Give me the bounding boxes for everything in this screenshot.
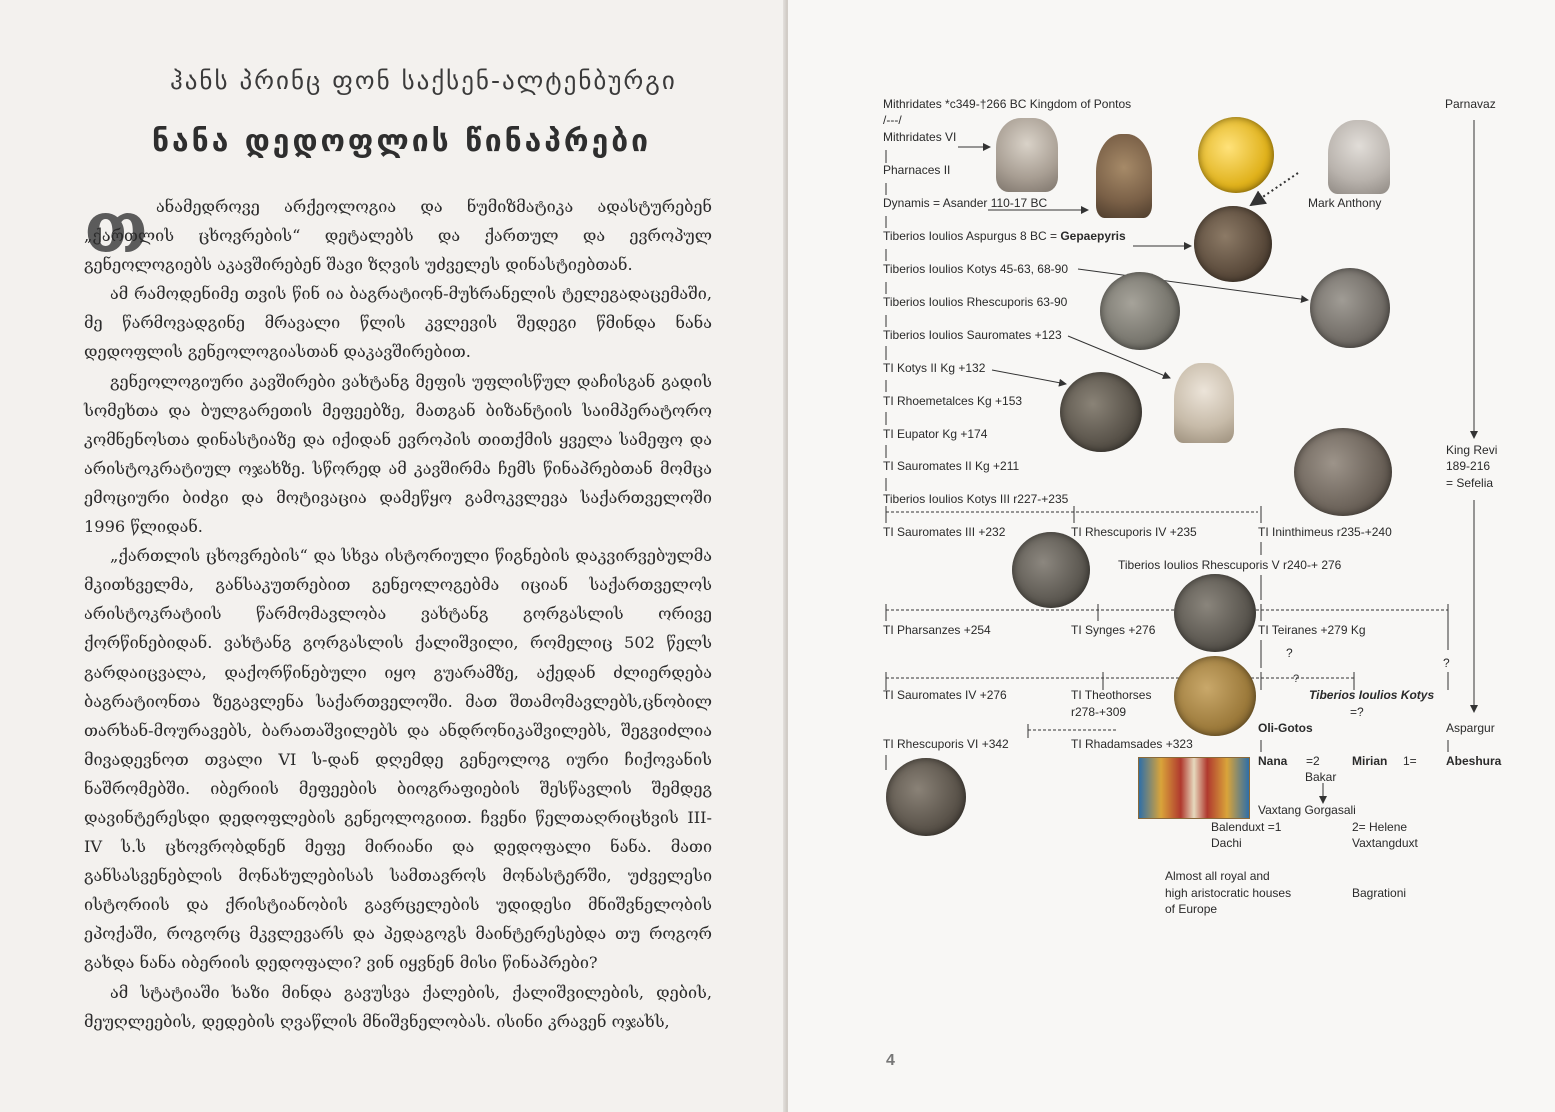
nana-mirian-icon-image	[1138, 757, 1250, 819]
gepaepyris-name: Gepaepyris	[1060, 229, 1126, 243]
ininthimeus-coin-image	[1294, 428, 1392, 516]
rhadamsades-label: TI Rhadamsades +323	[1071, 737, 1193, 751]
right-page	[788, 0, 1555, 1112]
sauromates-label: Tiberios Ioulios Sauromates +123	[883, 328, 1062, 342]
kotys-coin-image	[1310, 268, 1390, 348]
theothorses-label: TI Theothorses	[1071, 688, 1152, 702]
sauromates-bust-image	[1174, 363, 1234, 443]
paragraph-4: „ქართლის ცხოვრების“ და სხვა ისტორიული წიგნების დაკვირვებულმა მკითხველმა, განსაკუთრებით გენეოლოგებმა იციან საქართველოს არისტოკრატიის წარმომავლობა ვახტანგ გორგასლის ორივე ქორწინებიდან. ვახტანგ გორგასლის ქალიშვილი, რომელიც 502 წელს გარდაიცვალა, დაქორწინებული იყო გუარამზე, აქედან ძლიერდება ბაგრატიონთა ზეგავლენა საქართველოში. მათ შთამომავლებს,ცნობილ თარხან-მოურავებს, ბარათაშვილებს და ანდრონიკაშვილებს, შეგვიძლია მივადევნოთ თვალი VI ს-დან დღემდე გენეოლოგ იური ჩიქოვანის ნაშრომებში. იბერიის მეფეების ბიოგრაფიების შესწავლის შემდეგ დავინტერესდი დედოფლების გენეოლოგიით. ჩვენი წელთაღრიცხვის III-IV ს.ს ცხოვრობდნენ მეფე მირიანი და დედოფალი ნანა. მათი განსასვენებლის მონახულებისას სამთავროს მონასტერში, უძველესი ისტორიის და ქრისტიანობის გავრცელების უდიდესი მნიშვნელობის ეპოქაში, როგორც მკვლევარს და პედაგოგს მაინტერესებდა თუ როგორ გახდა ნანა იბერიის დედოფალი? ვინ იყვნენ მისი წინაპრები?	[84, 546, 712, 973]
mithridates-bust-image	[996, 118, 1058, 192]
mithridates-slashes: /---/	[883, 113, 902, 127]
theothorses-reign: r278-+309	[1071, 705, 1127, 719]
kotys-equals: =?	[1350, 705, 1364, 719]
aspurgus-name: Tiberios Ioulios Aspurgus 8 BC =	[883, 229, 1061, 243]
almost-label-3: of Europe	[1165, 902, 1218, 916]
teiranes-label: TI Teiranes +279 Kg	[1258, 623, 1366, 637]
almost-label-2: high aristocratic houses	[1165, 886, 1292, 900]
svg-text:?: ?	[1293, 673, 1300, 685]
kotys2-coin-image	[1060, 372, 1142, 452]
kotys-label: Tiberios Ioulios Kotys 45-63, 68-90	[883, 262, 1068, 276]
vaxtangduxt-label: Vaxtangduxt	[1352, 836, 1418, 850]
paragraph-3: გენეოლოგიური კავშირები ვახტანგ მეფის უფლისწულ დაჩისგან გადის სომეხთა და ბულგარეთის მეფეებზე, მათგან ბიზანტიის საიმპერატორო კომნენოსთა დინასტიაზე და იქიდან ევროპის თითქმის ყველა სამეფო და არისტოკრატიულ ოჯახზე. სწორედ ამ კავშირმა ჩემს წინაპრებთან მომცა ემოციური ბიძგი და მოტივაცია დამეწყო გამოკვლევა საქართველოში 1996 წლიდან.	[84, 371, 712, 537]
aspurgus-label	[883, 229, 1126, 243]
paragraph-5: ამ სტატიაში ხაზი მინდა გავუსვა ქალების, ქალიშვილების, დების, მეუღლეების, დედების ღვაწლის მნიშვნელობას. ისინი კრავენ ოჯახს,	[84, 982, 712, 1031]
nana-equals: =2	[1306, 754, 1320, 768]
vaxtang-label: Vaxtang Gorgasali	[1258, 803, 1356, 817]
helene-label: 2= Helene	[1352, 820, 1408, 834]
synges-label: TI Synges +276	[1071, 623, 1156, 637]
sauromates3-coin-image	[1012, 532, 1090, 608]
paragraph-1-text: ანამედროვე არქეოლოგია და ნუმიზმატიკა ადასტურებენ „ქართლის ცხოვრების“ დეტალებს და ქართულ და ევროპულ გენეოლოგიებს აკავშირებენ შავი ზღვის უძველეს დინასტიებთან.	[84, 197, 712, 275]
aspargur-label: Aspargur	[1446, 721, 1495, 735]
gold-coin-image	[1198, 117, 1274, 193]
page-number: 4	[886, 1052, 895, 1069]
author-heading: ჰანს პრინც ფონ საქსენ-ალტენბურგი	[170, 66, 677, 95]
pharnaces-label: Pharnaces II	[883, 163, 951, 177]
paragraph-2: ამ რამოდენიმე თვის წინ ია ბაგრატიონ-მუხრანელის ტელეგადაცემაში, მე წარმოვადგინე მრავალი წლის კვლევის შედეგი წმინდა ნანა დედოფლის გენეოლოგიასთან დაკავშირებით.	[84, 284, 712, 362]
teiranes-coin-image	[1174, 656, 1256, 736]
genealogy-chart	[788, 0, 1555, 1112]
eupator-label: TI Eupator Kg +174	[883, 427, 988, 441]
mark-anthony-label: Mark Anthony	[1308, 196, 1382, 210]
rhescuporis6-coin-image	[886, 758, 966, 836]
almost-label-1: Almost all royal and	[1165, 869, 1270, 883]
mithridates6-label: Mithridates VI	[883, 130, 957, 144]
bakar-label: Bakar	[1305, 770, 1337, 784]
rhescuporis-label: Tiberios Ioulios Rhescuporis 63-90	[883, 295, 1068, 309]
kotys2-label: TI Kotys II Kg +132	[883, 361, 986, 375]
parnavaz-label: Parnavaz	[1445, 97, 1496, 111]
article-body	[84, 192, 712, 1036]
king-revi-label: King Revi	[1446, 443, 1498, 457]
balenduxt-label: Balenduxt =1	[1211, 820, 1282, 834]
mirian-label: Mirian	[1352, 754, 1388, 768]
sauromates4-label: TI Sauromates IV +276	[883, 688, 1007, 702]
paragraph-1	[84, 192, 712, 279]
rhescuporis-coin-image	[1100, 272, 1180, 350]
dynamis-label: Dynamis = Asander 110-17 BC	[883, 196, 1048, 210]
kotys-italic-label: Tiberios Ioulios Kotys	[1309, 688, 1435, 702]
oligotos-label: Oli-Gotos	[1258, 721, 1313, 735]
mark-anthony-bust-image	[1328, 120, 1390, 194]
sauromates3-label: TI Sauromates III +232	[883, 525, 1006, 539]
mirian-equals: 1=	[1403, 754, 1417, 768]
rhescuporis5-coin-image	[1174, 574, 1256, 652]
rhescuporis6-label: TI Rhescuporis VI +342	[883, 737, 1009, 751]
king-revi-spouse: = Sefelia	[1446, 476, 1494, 490]
sauromates2-label: TI Sauromates II Kg +211	[883, 459, 1020, 473]
rhescuporis4-label: TI Rhescuporis IV +235	[1071, 525, 1197, 539]
question-mark-2: ?	[1286, 646, 1293, 660]
ininthimeus-label: TI Ininthimeus r235-+240	[1258, 525, 1392, 539]
aspurgus-coin-image	[1194, 206, 1272, 282]
dachi-label: Dachi	[1211, 836, 1242, 850]
drop-cap: თ	[84, 186, 149, 269]
bagrationi-label: Bagrationi	[1352, 886, 1407, 900]
abeshura-label: Abeshura	[1446, 754, 1502, 768]
mithridates-label: Mithridates *c349-†266 BC Kingdom of Pontos	[883, 97, 1132, 111]
article-title: ნანა დედოფლის წინაპრები	[152, 124, 652, 159]
rhescuporis5-label: Tiberios Ioulios Rhescuporis V r240-+ 276	[1118, 558, 1342, 572]
pharsanzes-label: TI Pharsanzes +254	[883, 623, 991, 637]
kotys3-label: Tiberios Ioulios Kotys III r227-+235	[883, 492, 1069, 506]
question-mark-1: ?	[1443, 656, 1450, 670]
king-revi-dates: 189-216	[1446, 459, 1491, 473]
nana-label: Nana	[1258, 754, 1288, 768]
dynamis-bust-image	[1096, 134, 1152, 218]
rhoemetalces-label: TI Rhoemetalces Kg +153	[883, 394, 1023, 408]
